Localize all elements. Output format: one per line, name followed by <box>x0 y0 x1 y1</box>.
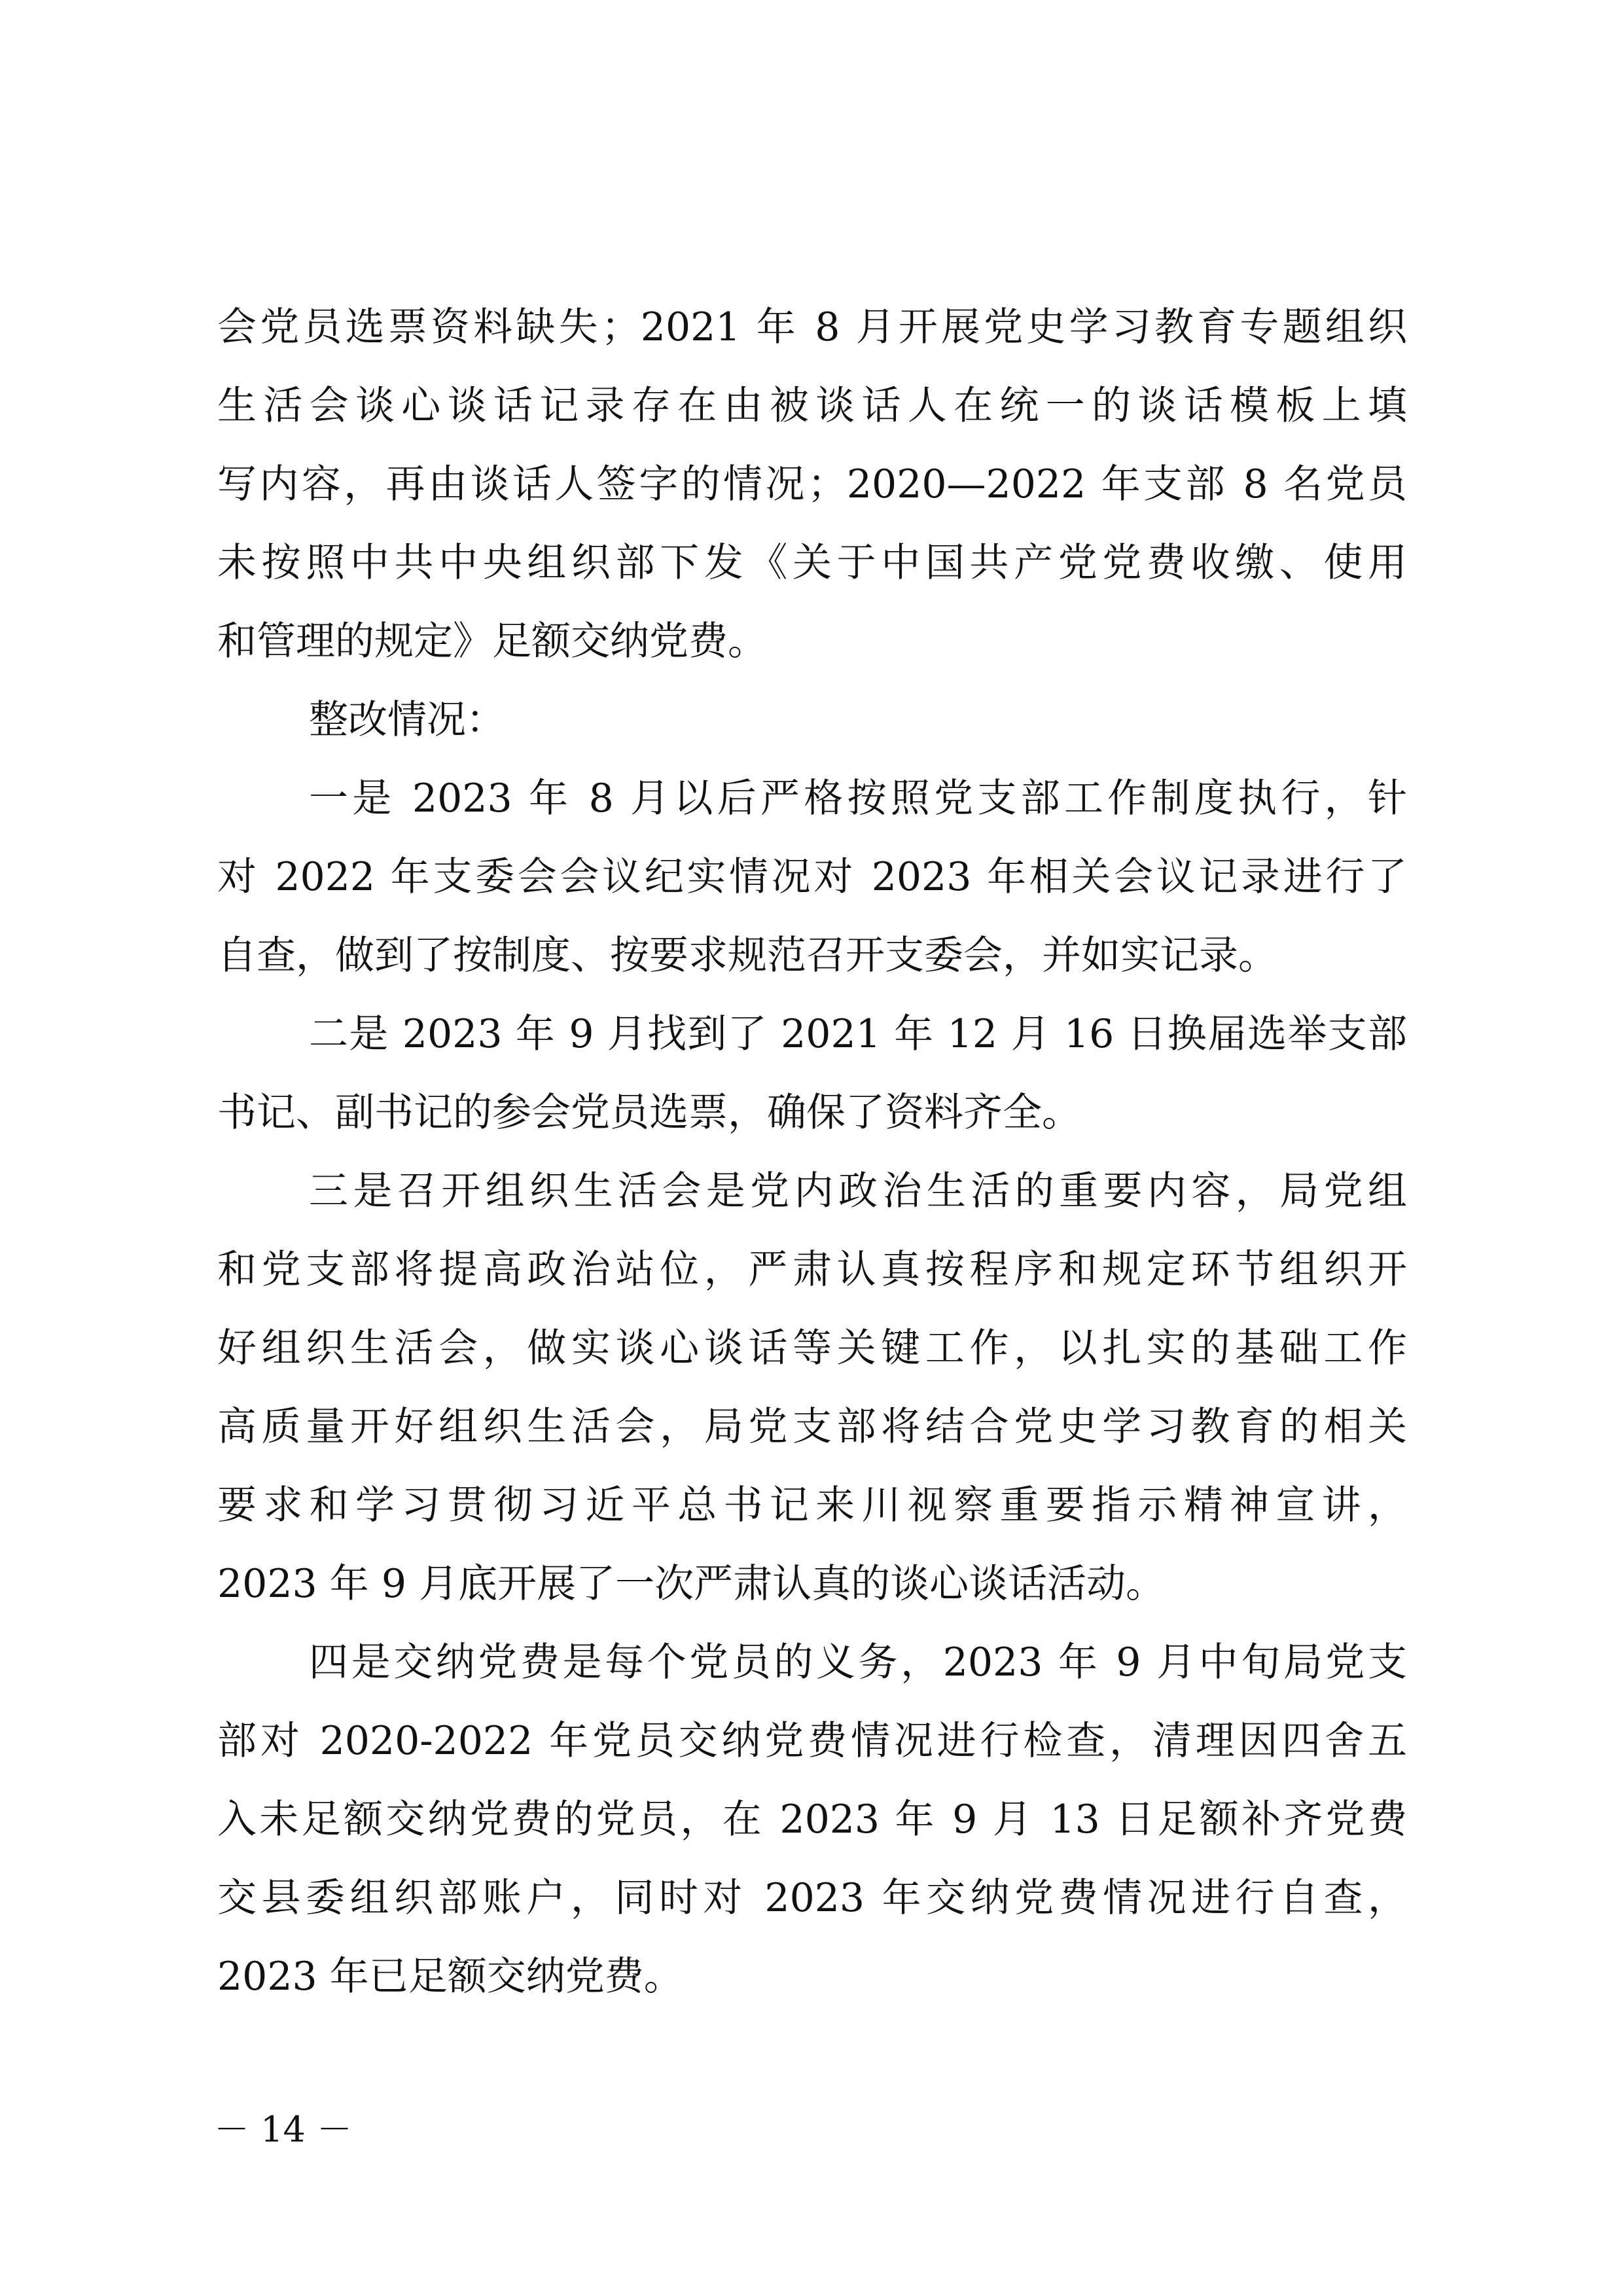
paragraph-3-line-3: 好组织生活会，做实谈心谈话等关键工作，以扎实的基础工作 <box>217 1325 1407 1371</box>
paragraph-3-line-4: 高质量开好组织生活会，局党支部将结合党史学习教育的相关 <box>217 1404 1407 1450</box>
paragraph-4-line-5: 2023 年已足额交纳党费。 <box>217 1954 683 2000</box>
paragraph-1-line-1: 一是 2023 年 8 月以后严格按照党支部工作制度执行，针 <box>309 776 1407 821</box>
text-line-4: 未按照中共中央组织部下发《关于中国共产党党费收缴、使用 <box>217 540 1407 586</box>
paragraph-2-line-2: 书记、副书记的参会党员选票，确保了资料齐全。 <box>217 1090 1081 1136</box>
text-line-1: 会党员选票资料缺失；2021 年 8 月开展党史学习教育专题组织 <box>217 304 1407 350</box>
text-line-3: 写内容，再由谈话人签字的情况；2020—2022 年支部 8 名党员 <box>217 461 1407 507</box>
paragraph-4-line-3: 入未足额交纳党费的党员，在 2023 年 9 月 13 日足额补齐党费 <box>217 1797 1407 1842</box>
section-heading: 整改情况： <box>309 697 505 743</box>
paragraph-1-line-3: 自查，做到了按制度、按要求规范召开支委会，并如实记录。 <box>217 933 1277 978</box>
paragraph-3-line-1: 三是召开组织生活会是党内政治生活的重要内容，局党组 <box>309 1168 1407 1214</box>
paragraph-2-line-1: 二是 2023 年 9 月找到了 2021 年 12 月 16 日换届选举支部 <box>309 1011 1407 1057</box>
paragraph-3-line-6: 2023 年 9 月底开展了一次严肃认真的谈心谈话活动。 <box>217 1561 1166 1607</box>
paragraph-4-line-1: 四是交纳党费是每个党员的义务，2023 年 9 月中旬局党支 <box>309 1640 1407 1685</box>
text-line-2: 生活会谈心谈话记录存在由被谈话人在统一的谈话模板上填 <box>217 383 1407 429</box>
paragraph-4-line-2: 部对 2020-2022 年党员交纳党费情况进行检查，清理因四舍五 <box>217 1718 1407 1764</box>
page-number: － 14 － <box>214 2109 353 2150</box>
paragraph-3-line-5: 要求和学习贯彻习近平总书记来川视察重要指示精神宣讲， <box>217 1482 1407 1528</box>
paragraph-1-line-2: 对 2022 年支委会会议纪实情况对 2023 年相关会议记录进行了 <box>217 854 1407 900</box>
paragraph-4-line-4: 交县委组织部账户，同时对 2023 年交纳党费情况进行自查， <box>217 1875 1407 1921</box>
text-line-5: 和管理的规定》足额交纳党费。 <box>217 619 767 664</box>
paragraph-3-line-2: 和党支部将提高政治站位，严肃认真按程序和规定环节组织开 <box>217 1247 1407 1293</box>
